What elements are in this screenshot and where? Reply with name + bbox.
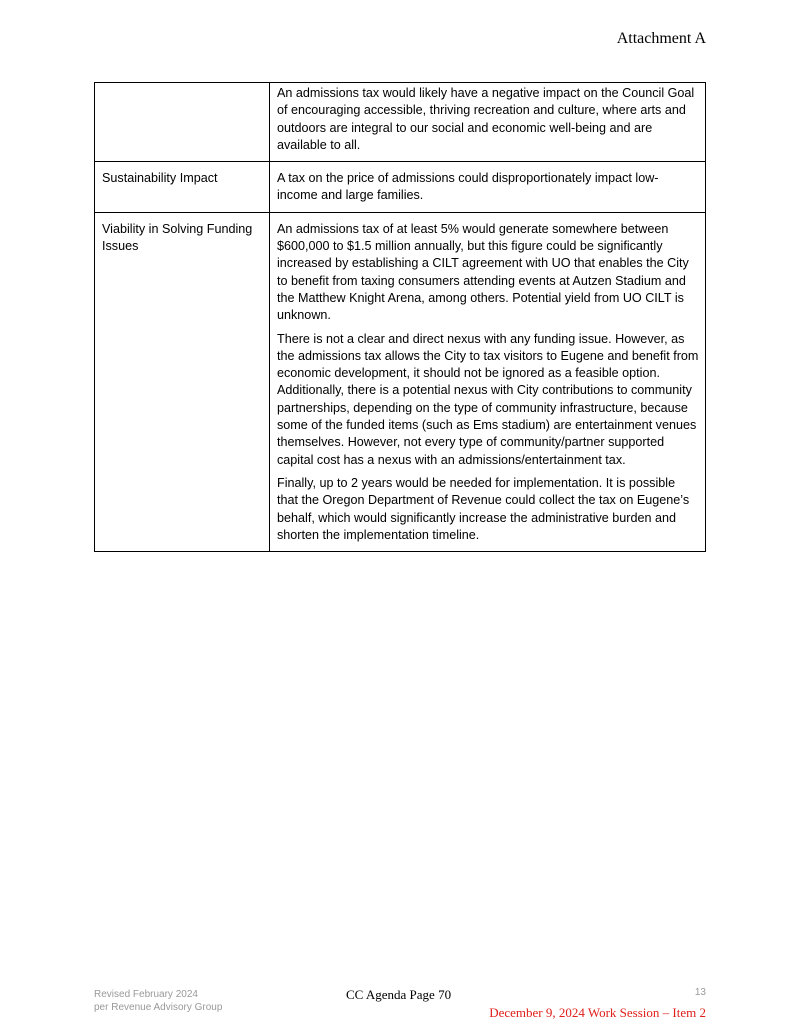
footer-page-number: 13 [694, 987, 706, 998]
row-content-cell [270, 83, 706, 162]
row-label-cell: Viability in Solving Funding Issues [95, 212, 270, 551]
row-content-cell [270, 212, 706, 551]
footer-revised-line: Revised February 2024 [94, 989, 198, 1000]
row-label-cell: Sustainability Impact [95, 162, 270, 213]
paragraph: A tax on the price of admissions could disproportionately impact low-income and large families. [277, 171, 659, 203]
footer-revision-note [94, 988, 222, 1014]
footer-agenda-page: CC Agenda Page 70 [346, 987, 452, 1002]
paragraph: An admissions tax would likely have a negative impact on the Council Goal of encouraging accessible, thriving recreation and culture, where arts and outdoors are integral to our social and economic well-being and are available to all. [277, 86, 695, 152]
footer-session-label: December 9, 2024 Work Session – Item 2 [489, 1005, 706, 1020]
paragraph: An admissions tax of at least 5% would generate somewhere between $600,000 to $1.5 million annually, but this figure could be significantly increased by establishing a CILT agreement with UO that enables the City to benefit from taxing consumers attending events at Autzen Stadium and the Matthew Knight Arena, among others. Potential yield from UO CILT is unknown. [277, 221, 689, 323]
paragraph: Finally, up to 2 years would be needed for implementation. It is possible that the Oregon Department of Revenue could collect the tax on Eugene’s behalf, which would significantly increase the administrative burden and shorten the implementation timeline. [277, 475, 690, 542]
footer-group-line: per Revenue Advisory Group [94, 1002, 223, 1013]
table-row [95, 162, 706, 213]
paragraph: There is not a clear and direct nexus with any funding issue. However, as the admissions tax allows the City to tax visitors to Eugene and benefit from economic development, it should not be ignored as a feasible option. Additionally, there is a potential nexus with City contributions to community partnerships, depending on the type of community infrastructure, because some of the funded items (such as Ems stadium) are entertainment venues themselves. However, not every type of community/partner supported capital cost has a nexus with an admissions/entertainment tax. [277, 331, 699, 467]
table-row [95, 212, 706, 551]
attachment-label: Attachment A [616, 30, 706, 47]
table-row [95, 83, 706, 162]
row-content-cell [270, 162, 706, 213]
row-label-cell [95, 83, 270, 162]
criteria-table [94, 82, 706, 552]
